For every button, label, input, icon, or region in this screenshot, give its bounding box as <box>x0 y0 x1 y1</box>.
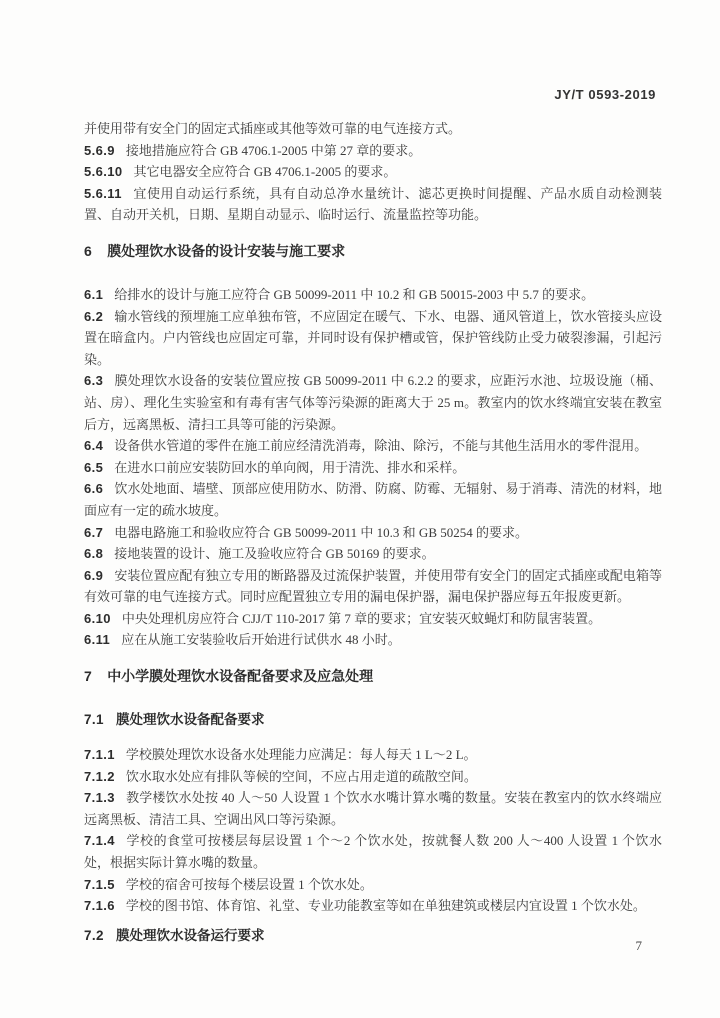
clause-5-6-11 <box>84 183 662 226</box>
clause-6-1 <box>84 284 662 306</box>
clause-text: 饮水处地面、墙壁、顶部应使用防水、防滑、防腐、防霉、无辐射、易于消毒、清洗的材料，地面应有一定的疏水坡度。 <box>84 481 662 518</box>
clause-text: 接地措施应符合 GB 4706.1-2005 中第 27 章的要求。 <box>125 142 422 158</box>
clause-number: 5.6.10 <box>84 164 123 180</box>
clause-text: 中央处理机房应符合 CJJ/T 110-2017 第 7 章的要求；宜安装灭蚊蝇灯和防鼠害装置。 <box>121 610 602 626</box>
clause-text: 给排水的设计与施工应符合 GB 50099-2011 中 10.2 和 GB 50015-2003 中 5.7 的要求。 <box>114 286 595 302</box>
clause-number: 7.1.1 <box>84 747 115 763</box>
clause-7-1-5 <box>84 874 662 896</box>
clause-6-9 <box>84 565 662 608</box>
clause-6-2 <box>84 306 662 371</box>
clause-number: 6.5 <box>84 459 104 475</box>
clause-number: 7.1.3 <box>84 790 115 806</box>
clause-number: 6.1 <box>84 286 104 302</box>
clause-number: 7.1.5 <box>84 876 115 892</box>
section-heading-7 <box>84 665 662 687</box>
clause-text: 接地装置的设计、施工及验收应符合 GB 50169 的要求。 <box>114 546 435 562</box>
clause-number: 5.6.9 <box>84 142 115 158</box>
section-heading-6 <box>84 240 662 262</box>
clause-text: 电器电路施工和验收应符合 GB 50099-2011 中 10.3 和 GB 50254 的要求。 <box>114 524 528 540</box>
clause-6-5 <box>84 457 662 479</box>
subsection-heading-7-1 <box>84 709 662 731</box>
paragraph-continuation <box>84 118 662 140</box>
subsection-number: 7.2 <box>84 927 104 943</box>
section-title: 膜处理饮水设备的设计安装与施工要求 <box>107 242 346 259</box>
clause-6-10 <box>84 608 662 630</box>
clause-text: 学校的宿舍可按每个楼层设置 1 个饮水处。 <box>125 876 373 892</box>
clause-7-1-3 <box>84 787 662 830</box>
clause-number: 6.2 <box>84 308 104 324</box>
clause-text: 饮水取水处应有排队等候的空间，不应占用走道的疏散空间。 <box>125 768 477 784</box>
clause-text: 膜处理饮水设备的安装位置应按 GB 50099-2011 中 6.2.2 的要求，应距污水池、垃圾设施（桶、站、房）、理化生实验室和有毒有害气体等污染源的距离大于 25 m。教室内的饮水终端宜安装在教室后方，远离黑板、清扫工具等可能的污染源。 <box>84 373 662 432</box>
subsection-number: 7.1 <box>84 712 104 728</box>
clause-5-6-10 <box>84 161 662 183</box>
clause-text: 安装位置应配有独立专用的断路器及过流保护装置，并使用带有安全门的固定式插座或配电箱等有效可靠的电气连接方式。同时应配置独立专用的漏电保护器，漏电保护器应每五年报废更新。 <box>84 567 662 605</box>
clause-7-1-4 <box>84 830 662 873</box>
subsection-title: 膜处理饮水设备配备要求 <box>115 712 265 728</box>
clause-text: 教学楼饮水处按 40 人～50 人设置 1 个饮水水嘴计算水嘴的数量。安装在教室内的饮水终端应远离黑板、清洁工具、空调出风口等污染源。 <box>84 790 662 827</box>
page-content <box>84 86 662 960</box>
clause-text: 应在从施工安装验收后开始进行试供水 48 小时。 <box>121 632 401 648</box>
section-number: 6 <box>84 242 93 259</box>
clause-text: 设备供水管道的零件在施工前应经清洗消毒，除油、除污，不能与其他生活用水的零件混用。 <box>114 438 648 454</box>
section-title: 中小学膜处理饮水设备配备要求及应急处理 <box>107 668 374 685</box>
clause-text: 学校的食堂可按楼层每层设置 1 个～2 个饮水处，按就餐人数 200 人～400 人设置 1 个饮水处，根据实际计算水嘴的数量。 <box>84 833 662 871</box>
document-code-header: JY/T 0593-2019 <box>554 87 656 102</box>
clause-text: 在进水口前应安装防回水的单向阀，用于清洗、排水和采样。 <box>114 459 466 475</box>
clause-number: 6.10 <box>84 610 111 626</box>
clause-number: 5.6.11 <box>84 185 122 201</box>
clause-number: 7.1.6 <box>84 898 115 914</box>
clause-text: 学校膜处理饮水设备水处理能力应满足：每人每天 1 L～2 L。 <box>125 747 477 763</box>
clause-7-1-6 <box>84 895 662 917</box>
clause-7-1-1 <box>84 744 662 766</box>
clause-number: 6.3 <box>84 373 104 389</box>
clause-text: 学校的图书馆、体育馆、礼堂、专业功能教室等如在单独建筑或楼层内宜设置 1 个饮水处。 <box>125 898 646 914</box>
section-number: 7 <box>84 668 93 685</box>
clause-number: 7.1.2 <box>84 768 115 784</box>
clause-6-7 <box>84 522 662 544</box>
clause-number: 7.1.4 <box>84 833 115 849</box>
clause-6-6 <box>84 478 662 521</box>
clause-6-4 <box>84 435 662 457</box>
clause-5-6-9 <box>84 140 662 162</box>
subsection-title: 膜处理饮水设备运行要求 <box>115 927 265 943</box>
clause-number: 6.9 <box>84 567 104 583</box>
clause-6-3 <box>84 370 662 435</box>
clause-number: 6.11 <box>84 632 111 648</box>
subsection-heading-7-2 <box>84 925 662 947</box>
clause-6-8 <box>84 543 662 565</box>
clause-number: 6.8 <box>84 546 104 562</box>
clause-text: 宜使用自动运行系统，具有自动总净水量统计、滤芯更换时间提醒、产品水质自动检测装置、自动开关机，日期、星期自动显示、临时运行、流量监控等功能。 <box>84 185 662 223</box>
clause-number: 6.6 <box>84 481 104 497</box>
paragraph-text: 并使用带有安全门的固定式插座或其他等效可靠的电气连接方式。 <box>84 121 462 136</box>
clause-number: 6.4 <box>84 438 104 454</box>
clause-text: 其它电器安全应符合 GB 4706.1-2005 的要求。 <box>133 164 397 180</box>
clause-6-11 <box>84 629 662 651</box>
clause-number: 6.7 <box>84 524 104 540</box>
page-number: 7 <box>635 938 642 953</box>
clause-7-1-2 <box>84 766 662 788</box>
clause-text: 输水管线的预埋施工应单独布管，不应固定在暖气、下水、电器、通风管道上，饮水管接头应设置在暗盒内。户内管线也应固定可靠，并同时设有保护槽或管，保护管线防止受力破裂渗漏，引起污染。 <box>84 308 662 367</box>
